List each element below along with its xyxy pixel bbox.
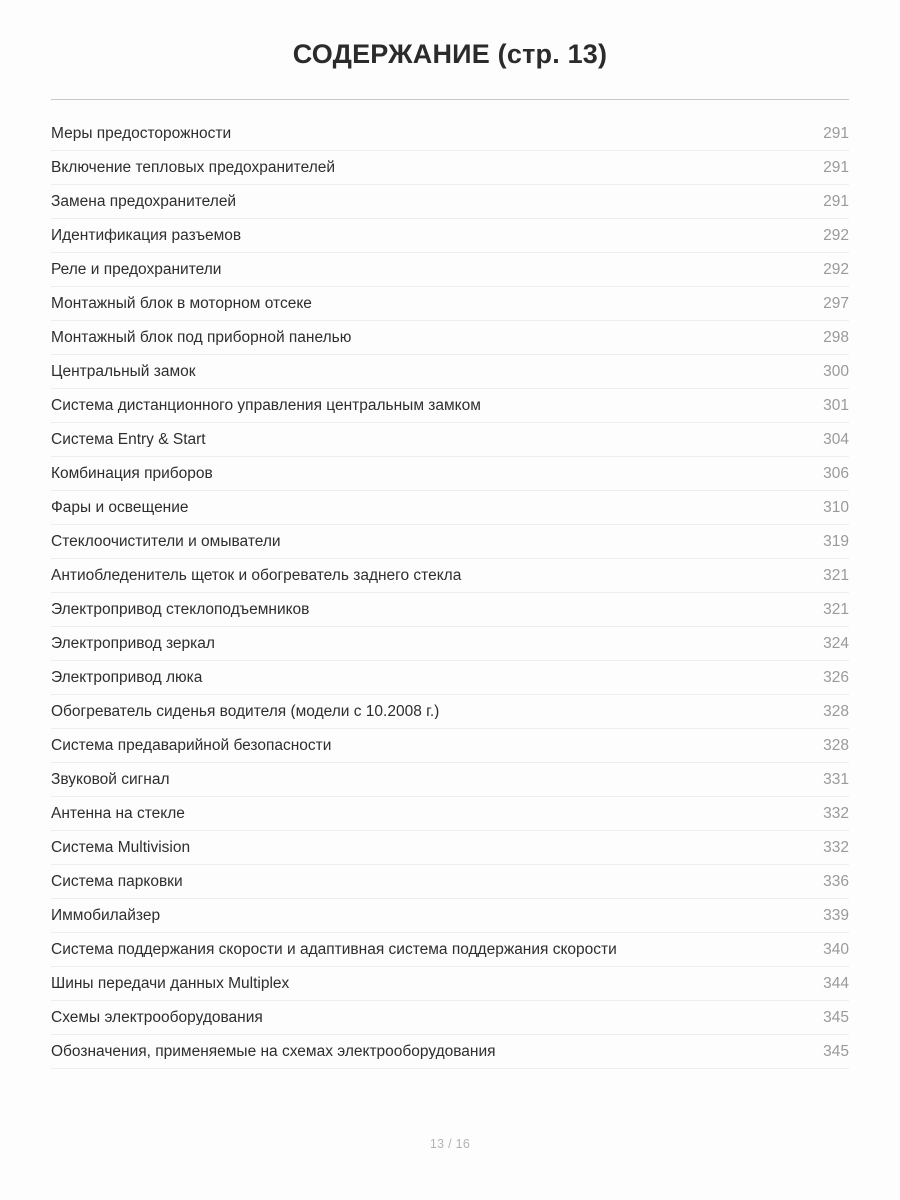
- toc-entry-page-number: 306: [823, 464, 849, 482]
- toc-entry-page-number: 345: [823, 1008, 849, 1026]
- toc-entry-page-number: 331: [823, 770, 849, 788]
- toc-entry-title: Система предаварийной безопасности: [51, 736, 332, 754]
- toc-entry-page-number: 332: [823, 804, 849, 822]
- toc-entry-title: Система Entry & Start: [51, 430, 206, 448]
- toc-entry-title: Электропривод люка: [51, 668, 203, 686]
- toc-entry[interactable]: [51, 185, 849, 219]
- toc-entry-title: Обогреватель сиденья водителя (модели с 10.2008 г.): [51, 702, 440, 720]
- toc-entry-page-number: 321: [823, 600, 849, 618]
- toc-entry-title: Идентификация разъемов: [51, 226, 242, 244]
- toc-entry-title: Антенна на стекле: [51, 804, 185, 822]
- toc-entry[interactable]: [51, 763, 849, 797]
- footer-pagination: 13 / 16: [429, 1137, 471, 1151]
- toc-entry[interactable]: [51, 389, 849, 423]
- toc-entry-page-number: 344: [823, 974, 849, 992]
- toc-entry[interactable]: [51, 831, 849, 865]
- toc-entry[interactable]: [51, 457, 849, 491]
- toc-entry-page-number: 324: [823, 634, 849, 652]
- toc-entry-title: Фары и освещение: [51, 498, 189, 516]
- toc-entry-page-number: 336: [823, 872, 849, 890]
- toc-entry-title: Антиобледенитель щеток и обогреватель заднего стекла: [51, 566, 462, 584]
- toc-entry[interactable]: [51, 355, 849, 389]
- toc-entry-page-number: 328: [823, 702, 849, 720]
- toc-entry[interactable]: [51, 287, 849, 321]
- toc-entry[interactable]: [51, 491, 849, 525]
- toc-entry[interactable]: [51, 525, 849, 559]
- toc-entry-title: Реле и предохранители: [51, 260, 222, 278]
- toc-entry[interactable]: [51, 151, 849, 185]
- toc-entry-title: Меры предосторожности: [51, 124, 232, 142]
- toc-entry-page-number: 291: [823, 158, 849, 176]
- toc-entry-title: Электропривод зеркал: [51, 634, 215, 652]
- toc-entry-title: Центральный замок: [51, 362, 196, 380]
- toc-entry-page-number: 328: [823, 736, 849, 754]
- toc-entry-page-number: 301: [823, 396, 849, 414]
- toc-entry[interactable]: [51, 695, 849, 729]
- toc-entry-page-number: 291: [823, 124, 849, 142]
- toc-entry-page-number: 340: [823, 940, 849, 958]
- toc-entry-title: Комбинация приборов: [51, 464, 213, 482]
- toc-entry-page-number: 297: [823, 294, 849, 312]
- toc-entry[interactable]: [51, 661, 849, 695]
- toc-entry[interactable]: [51, 865, 849, 899]
- toc-entry[interactable]: [51, 593, 849, 627]
- toc-entry-title: Включение тепловых предохранителей: [51, 158, 336, 176]
- toc-entry-title: Монтажный блок в моторном отсеке: [51, 294, 312, 312]
- toc-entry[interactable]: [51, 219, 849, 253]
- toc-entry[interactable]: [51, 899, 849, 933]
- toc-entry[interactable]: [51, 1001, 849, 1035]
- toc-entry[interactable]: [51, 253, 849, 287]
- toc-entry-page-number: 326: [823, 668, 849, 686]
- toc-entry-title: Иммобилайзер: [51, 906, 161, 924]
- toc-entry[interactable]: [51, 627, 849, 661]
- toc-entry-title: Монтажный блок под приборной панелью: [51, 328, 352, 346]
- header-divider: [51, 99, 849, 100]
- toc-entry[interactable]: [51, 559, 849, 593]
- toc-entry[interactable]: [51, 321, 849, 355]
- toc-entry-title: Стеклоочистители и омыватели: [51, 532, 281, 550]
- toc-entry-page-number: 292: [823, 260, 849, 278]
- toc-entry-page-number: 345: [823, 1042, 849, 1060]
- toc-entry-page-number: 339: [823, 906, 849, 924]
- toc-entry-title: Система Multivision: [51, 838, 191, 856]
- toc-entry-title: Система дистанционного управления центральным замком: [51, 396, 481, 414]
- toc-entry-page-number: 304: [823, 430, 849, 448]
- page-title: СОДЕРЖАНИЕ (стр. 13): [292, 39, 608, 69]
- toc-entry-page-number: 310: [823, 498, 849, 516]
- toc-entry-title: Схемы электрооборудования: [51, 1008, 263, 1026]
- toc-entry-title: Звуковой сигнал: [51, 770, 170, 788]
- toc-entry[interactable]: [51, 1035, 849, 1069]
- toc-entry[interactable]: [51, 933, 849, 967]
- toc-entry-title: Система поддержания скорости и адаптивная система поддержания скорости: [51, 940, 617, 958]
- toc-entry-title: Обозначения, применяемые на схемах электрооборудования: [51, 1042, 496, 1060]
- toc-entry[interactable]: [51, 729, 849, 763]
- toc-entry-title: Электропривод стеклоподъемников: [51, 600, 310, 618]
- toc-entry-title: Шины передачи данных Multiplex: [51, 974, 290, 992]
- toc-entry-title: Система парковки: [51, 872, 183, 890]
- table-of-contents-list: [51, 117, 849, 1069]
- toc-entry-page-number: 300: [823, 362, 849, 380]
- toc-entry-title: Замена предохранителей: [51, 192, 237, 210]
- toc-entry[interactable]: [51, 797, 849, 831]
- toc-entry[interactable]: [51, 967, 849, 1001]
- toc-entry[interactable]: [51, 423, 849, 457]
- toc-entry-page-number: 319: [823, 532, 849, 550]
- toc-entry-page-number: 332: [823, 838, 849, 856]
- toc-entry[interactable]: [51, 117, 849, 151]
- toc-entry-page-number: 298: [823, 328, 849, 346]
- toc-entry-page-number: 321: [823, 566, 849, 584]
- toc-entry-page-number: 291: [823, 192, 849, 210]
- page-footer: [0, 1135, 900, 1200]
- toc-entry-page-number: 292: [823, 226, 849, 244]
